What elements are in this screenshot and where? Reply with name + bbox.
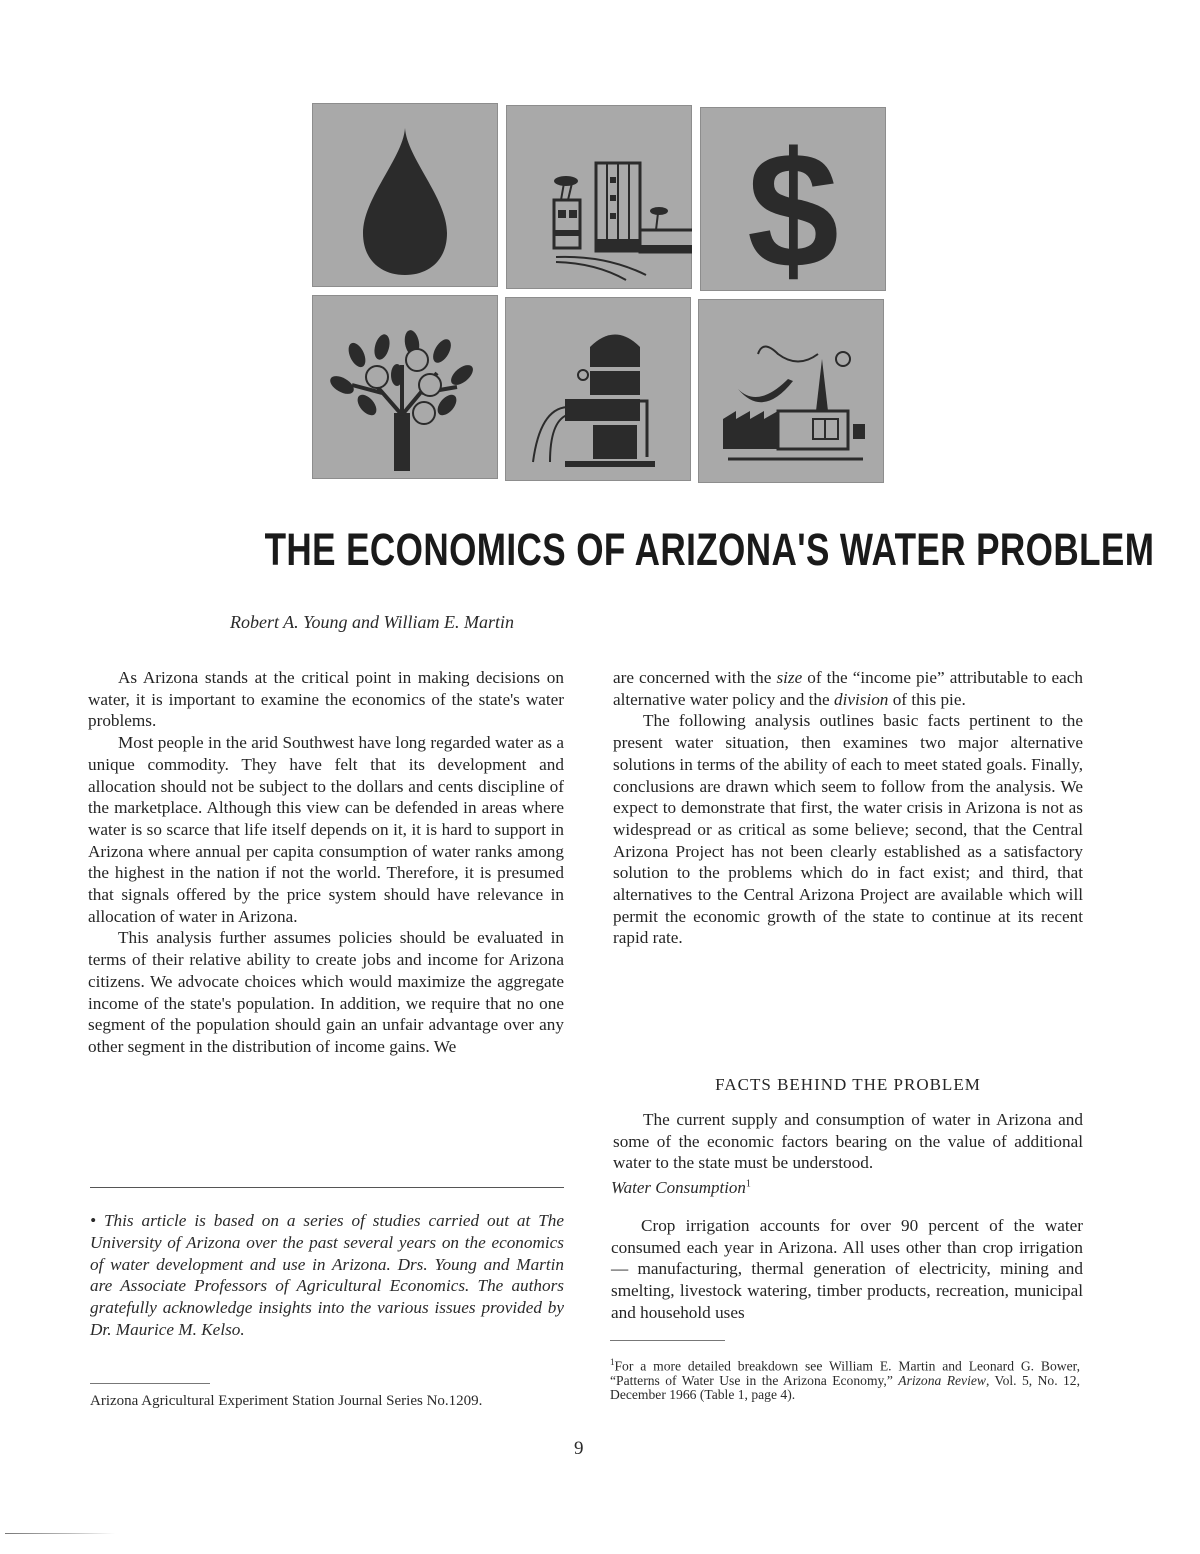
consumption-paragraph: Crop irrigation accounts for over 90 percent of the water consumed each year in Arizona. All uses other than crop irrigation — manufacturing, thermal generation of electricity, mining and smelting, livestock watering, timber products, recreation, municipal and household uses — [611, 1216, 1083, 1322]
dollar-sign-icon — [700, 107, 886, 291]
body-paragraph: This analysis further assumes policies should be evaluated in terms of their relative ability to create jobs and income for Arizona citizens. We advocate choices which would maximize the aggregate income of the state's population. In addition, we require that no one segment of the population should gain an unfair advantage over any other segment in the distribution of income gains. We — [88, 928, 564, 1056]
subsection-heading: Water Consumption$^1$ — [611, 1178, 751, 1197]
footnote-divider — [90, 1187, 564, 1188]
article-footnote: • This article is based on a series of studies carried out at The University of Arizona over the past several years on the economics of water development and use in Arizona. Drs. Young and Martin are Associate Professors of Agricultural Economics. The authors gratefully acknowledge insights into the various issues provided by Dr. Maurice M. Kelso. — [90, 1211, 564, 1339]
fruit-tree-icon — [312, 295, 498, 479]
continuation-paragraph: are concerned with the size of the “income pie” attributable to each alternative water policy and the division of this pie. — [613, 668, 1083, 709]
author-byline: Robert A. Young and William E. Martin — [230, 612, 515, 632]
scan-artifact-line — [5, 1533, 115, 1534]
tile-water-drop — [312, 103, 498, 287]
tile-pump — [505, 297, 691, 481]
illustration-mosaic — [312, 103, 888, 483]
intro-paragraph: As Arizona stands at the critical point in making decisions on water, it is important to examine the economics of the state's water problems. — [88, 668, 564, 731]
facts-paragraph: The current supply and consumption of water in Arizona and some of the economic factors bearing on the value of additional water to the state must be understood. — [613, 1110, 1083, 1173]
water-pump-icon — [505, 297, 691, 481]
city-buildings-icon — [506, 105, 692, 289]
factory-icon — [698, 299, 884, 483]
tile-tree — [312, 295, 498, 479]
right-column — [613, 667, 1083, 949]
footnote-divider-right — [610, 1340, 725, 1341]
tile-city — [506, 105, 692, 289]
tile-factory — [698, 299, 884, 483]
series-divider — [90, 1383, 210, 1384]
tile-dollar — [700, 107, 886, 291]
water-drop-icon — [312, 103, 498, 287]
journal-series-note: Arizona Agricultural Experiment Station Journal Series No.1209. — [90, 1393, 483, 1409]
left-column — [88, 667, 564, 1058]
article-title: THE ECONOMICS OF ARIZONA'S WATER PROBLEM — [264, 524, 1155, 575]
body-paragraph: Most people in the arid Southwest have long regarded water as a unique commodity. They have felt that its development and allocation should not be subject to the dollars and cents discipline of the marketplace. Although this view can be defended in areas where water is so scarce that life itself depends on it, it is hard to support in Arizona where annual per capita consumption of water ranks among the highest in the nation if not the world. Therefore, it is presumed that signals offered by the price system should have relevance in allocation of water in Arizona. — [88, 733, 564, 926]
analysis-outline-paragraph: The following analysis outlines basic facts pertinent to the present water situation, then examines two major alternative solutions in terms of the ability of each to meet stated goals. Finally, conclusions are drawn which seem to follow from the analysis. We expect to demonstrate that first, the water crisis in Arizona is not as widespread or as critical as some believe; second, that the Central Arizona Project has not been clearly established as a satisfactory solution to the problems which do in fact exist; and third, that alternatives to the Central Arizona Project are available which will permit the economic growth of the state to continue at its recent rapid rate. — [613, 711, 1083, 948]
section-heading: FACTS BEHIND THE PROBLEM — [715, 1075, 981, 1094]
reference-footnote: $^1$For a more detailed breakdown see William E. Martin and Leonard G. Bower, “Patterns of Water Use in the Arizona Economy,” Arizona Review, Vol. 5, No. 12, December 1966 (Table 1, page 4). — [610, 1357, 1080, 1402]
page-number: 9 — [574, 1438, 584, 1459]
svg-text:$: $ — [747, 118, 839, 291]
footnote-reference: 1 — [745, 1178, 751, 1190]
